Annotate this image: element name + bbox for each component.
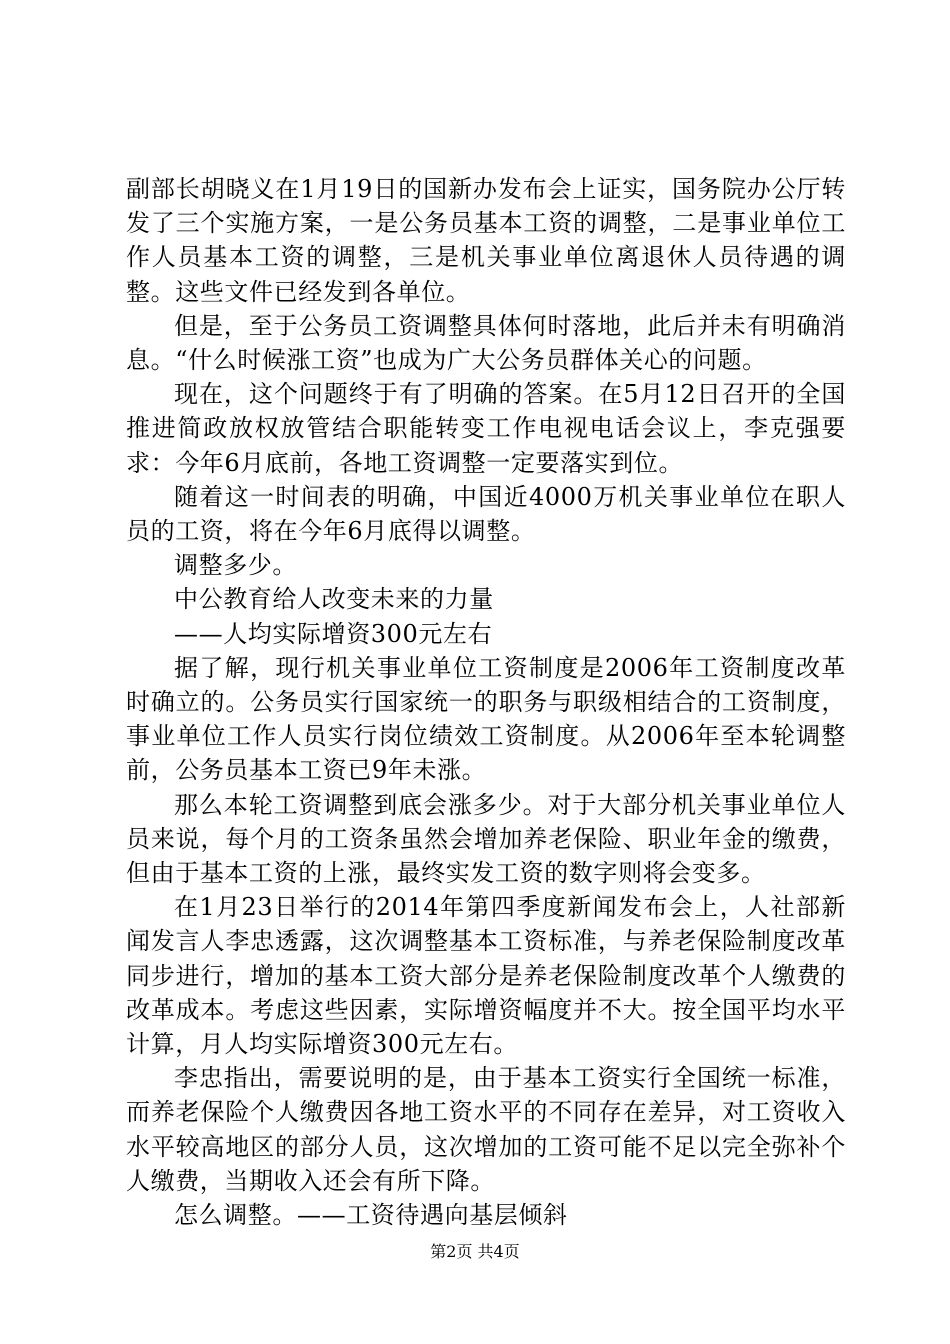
page-indicator: 第2页 共4页 — [430, 1242, 520, 1261]
paragraph-1: 副部长胡晓义在1月19日的国新办发布会上证实，国务院办公厅转发了三个实施方案，一是公务员基本工资的调整，二是事业单位工作人员基本工资的调整，三是机关事业单位离退休人员待遇的调整。这些文件已经发到各单位。 — [126, 175, 846, 306]
section-heading-how-to-adjust: 怎么调整。——工资待遇向基层倾斜 — [174, 1201, 568, 1230]
paragraph-2: 但是，至于公务员工资调整具体何时落地，此后并未有明确消息。“什么时候涨工资”也成为广大公务员群体关心的问题。 — [126, 311, 846, 375]
paragraph-7: 在1月23日举行的2014年第四季度新闻发布会上，人社部新闻发言人李忠透露，这次调整基本工资标准，与养老保险制度改革同步进行，增加的基本工资大部分是养老保险制度改革个人缴费的改革成本。考虑这些因素，实际增资幅度并不大。按全国平均水平计算，月人均实际增资300元左右。 — [126, 893, 846, 1059]
brand-slogan: 中公教育给人改变未来的力量 — [174, 585, 494, 614]
paragraph-5: 据了解，现行机关事业单位工资制度是2006年工资制度改革时确立的。公务员实行国家统一的职务与职级相结合的工资制度，事业单位工作人员实行岗位绩效工资制度。从2006年至本轮调整前，公务员基本工资已9年未涨。 — [126, 653, 846, 785]
paragraph-6: 那么本轮工资调整到底会涨多少。对于大部分机关事业单位人员来说，每个月的工资条虽然会增加养老保险、职业年金的缴费，但由于基本工资的上涨，最终实发工资的数字则将会变多。 — [126, 790, 846, 888]
document-body — [126, 172, 846, 1232]
paragraph-3: 现在，这个问题终于有了明确的答案。在5月12日召开的全国推进简政放权放管结合职能转变工作电视电话会议上，李克强要求：今年6月底前，各地工资调整一定要落实到位。 — [126, 380, 846, 477]
page-footer — [0, 1242, 950, 1262]
paragraph-8: 李忠指出，需要说明的是，由于基本工资实行全国统一标准，而养老保险个人缴费因各地工资水平的不同存在差异，对工资收入水平较高地区的部分人员，这次增加的工资可能不足以完全弥补个人缴费，当期收入还会有所下降。 — [126, 1064, 846, 1195]
paragraph-4: 随着这一时间表的明确，中国近4000万机关事业单位在职人员的工资，将在今年6月底得以调整。 — [126, 482, 846, 546]
subheading-average-raise: ——人均实际增资300元左右 — [174, 619, 493, 648]
section-heading-adjust-amount: 调整多少。 — [174, 551, 297, 580]
